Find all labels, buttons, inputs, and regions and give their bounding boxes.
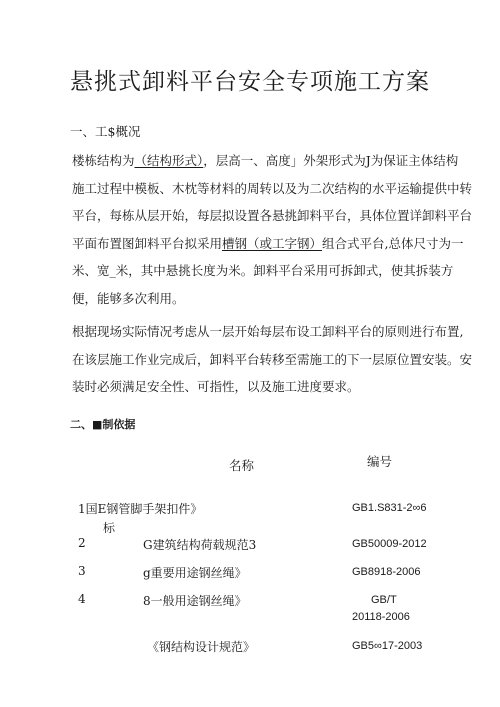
table-row-3-code: GB8918-2006 (352, 566, 421, 578)
table-row-3-name: g重要用途钢丝绳》 (143, 566, 247, 580)
table-row-1-code: GB1.S831-2∞6 (352, 502, 427, 514)
overview-paragraph-2 (72, 318, 473, 401)
row-name: 国E钢管脚手架扣件》 (85, 502, 203, 516)
table-header-code: 编号 (367, 454, 393, 469)
overview-paragraph-1 (72, 147, 473, 312)
table-row-5-name: 《钢结构设计规范》 (147, 640, 256, 654)
section-heading-basis: 二、■制依据 (70, 418, 136, 431)
table-row-2-num: 2 (78, 536, 86, 550)
text-span: 楼栋结构为 (72, 153, 135, 168)
text-line: 根据现场实际情况考虑从一层开始每层布设工卸料平台的原则进行布置, (72, 324, 464, 339)
text-line: 装时必须满足安全性、可指性，以及施工进度要求。 (72, 379, 360, 394)
table-row-2-code: GB50009-2012 (352, 538, 427, 550)
table-row-4-code: GB/T (371, 594, 397, 606)
table-row-5-code: GB5∞17-2003 (352, 640, 423, 652)
document-title: 悬挑式卸料平台安全专项施工方案 (70, 69, 430, 95)
table-row-4-name: 8一般用途钢丝绳》 (143, 594, 247, 608)
text-line (72, 147, 459, 175)
table-row-2-name: G建筑结构荷载规范3 (143, 538, 257, 552)
table-row-3-num: 3 (78, 564, 86, 578)
table-header-name: 名称 (229, 458, 255, 473)
section-heading-overview: 一、工$概况 (70, 124, 141, 139)
table-row-1-extra: 标 (103, 521, 116, 535)
text-line: 在该层施工作业完成后，卸料平台转移至需施工的下一层原位置安装。安 (72, 351, 473, 367)
table-row-1-num-name (78, 500, 202, 517)
underlined-field-structure: （结构形式） (134, 153, 204, 168)
table-row-4-num: 4 (78, 592, 86, 606)
text-span: 组合式平台,总体尺寸为一 (322, 235, 464, 251)
text-span: 平面布置图卸料平台拟采用 (72, 235, 223, 251)
text-line: 平台，每栋从层开始，每层拟设置各悬挑卸料平台，具体位置详卸料平台 (72, 208, 473, 223)
text-line: 施工过程中模板、木枕等材料的周转以及为二次结构的水平运输提供中转 (72, 180, 473, 196)
text-line: 便，能够多次利用。 (72, 290, 185, 306)
text-line (72, 230, 464, 258)
text-line: 米、宽_米，其中悬挑长度为米。卸料平台采用可拆卸式，使其拆装方 (72, 263, 454, 278)
table-row-4-code-line2: 20118-2006 (352, 611, 410, 623)
underlined-field-steel: 槽钢（或工字钢） (222, 235, 323, 251)
text-span: ，层高一、高度」外架形式为J为保证主体结构 (203, 153, 459, 168)
row-number: 1 (78, 502, 86, 516)
